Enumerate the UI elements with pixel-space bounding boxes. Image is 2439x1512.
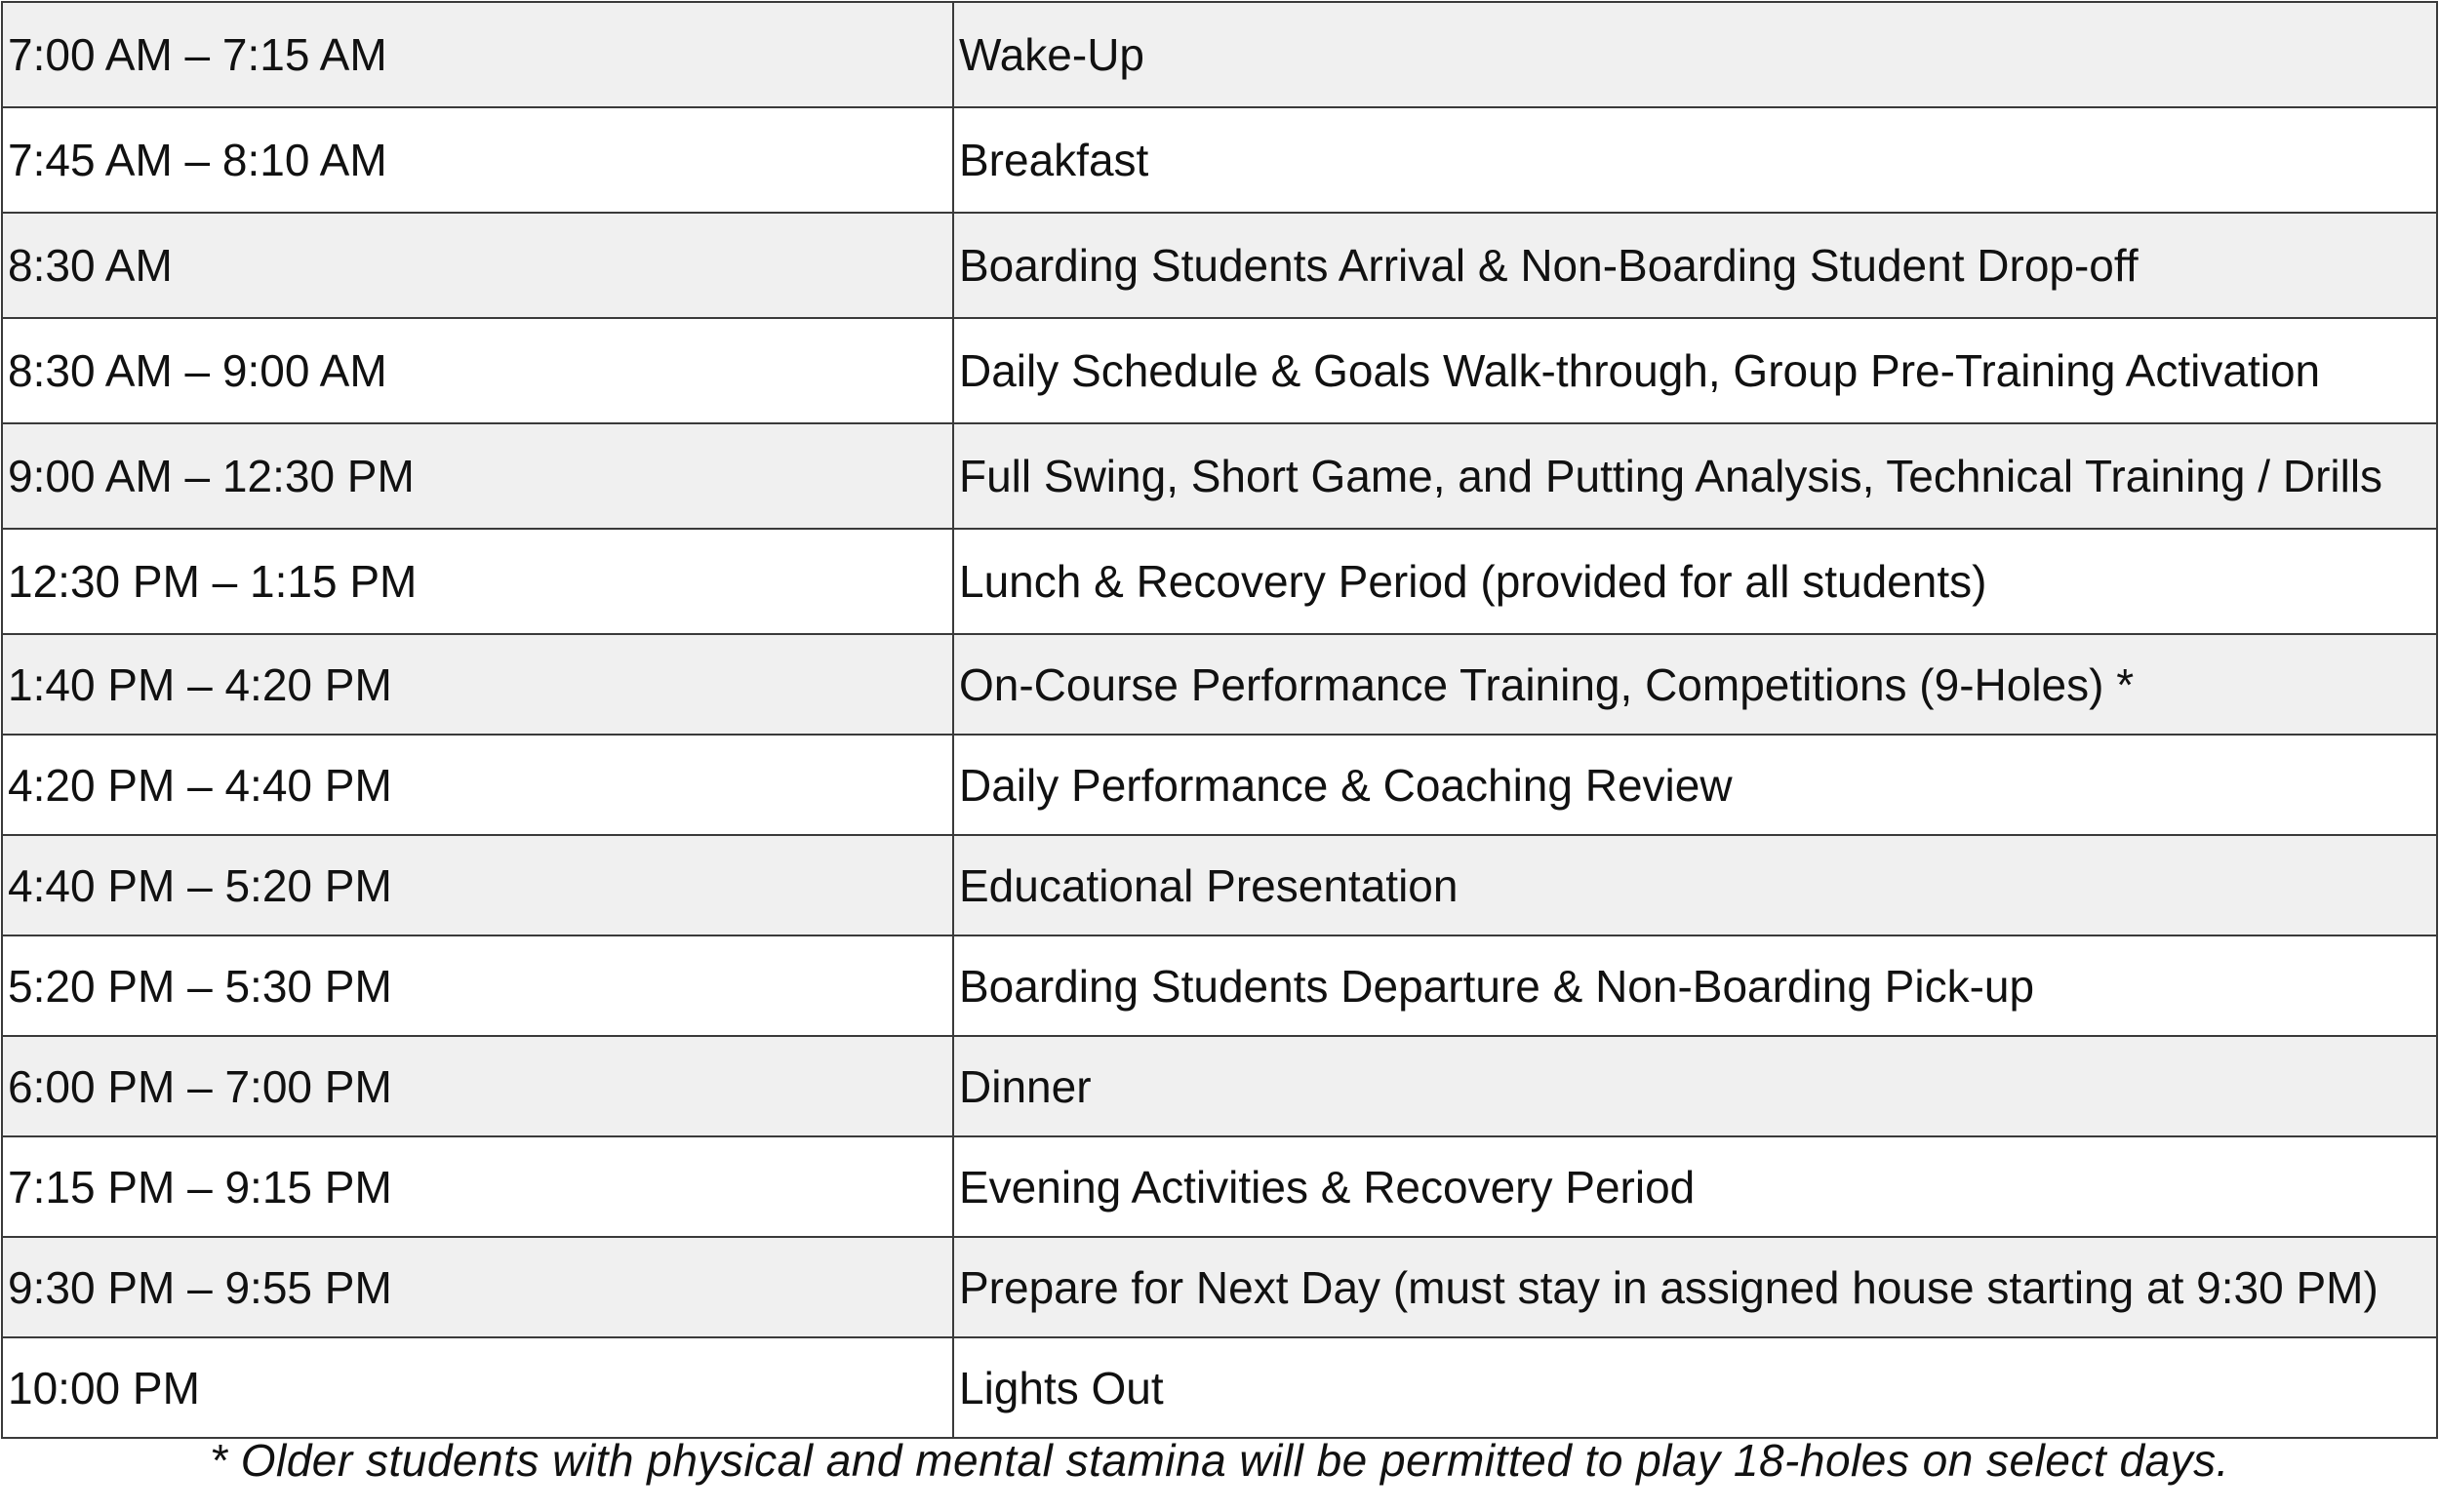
activity-cell: Lights Out: [953, 1337, 2437, 1438]
time-cell: 5:20 PM – 5:30 PM: [2, 935, 953, 1036]
schedule-table: [1, 1, 2438, 1439]
time-cell: 7:15 PM – 9:15 PM: [2, 1136, 953, 1237]
table-row: [2, 213, 2437, 318]
table-row: [2, 423, 2437, 529]
time-cell: 4:40 PM – 5:20 PM: [2, 835, 953, 935]
activity-cell: Lunch & Recovery Period (provided for all students): [953, 529, 2437, 634]
time-cell: 7:45 AM – 8:10 AM: [2, 107, 953, 213]
table-row: [2, 529, 2437, 634]
time-cell: 9:30 PM – 9:55 PM: [2, 1237, 953, 1337]
table-row: [2, 735, 2437, 835]
time-cell: 9:00 AM – 12:30 PM: [2, 423, 953, 529]
activity-cell: Educational Presentation: [953, 835, 2437, 935]
table-row: [2, 1337, 2437, 1438]
activity-cell: On-Course Performance Training, Competitions (9-Holes) *: [953, 634, 2437, 735]
schedule-footnote: * Older students with physical and mental stamina will be permitted to play 18-holes on select days.: [210, 1435, 2229, 1486]
activity-cell: Dinner: [953, 1036, 2437, 1136]
activity-cell: Daily Performance & Coaching Review: [953, 735, 2437, 835]
time-cell: 6:00 PM – 7:00 PM: [2, 1036, 953, 1136]
time-cell: 12:30 PM – 1:15 PM: [2, 529, 953, 634]
activity-cell: Evening Activities & Recovery Period: [953, 1136, 2437, 1237]
table-row: [2, 1036, 2437, 1136]
table-row: [2, 634, 2437, 735]
activity-cell: Daily Schedule & Goals Walk-through, Group Pre-Training Activation: [953, 318, 2437, 423]
table-row: [2, 835, 2437, 935]
table-row: [2, 107, 2437, 213]
table-row: [2, 935, 2437, 1036]
time-cell: 8:30 AM: [2, 213, 953, 318]
activity-cell: Boarding Students Arrival & Non-Boarding Student Drop-off: [953, 213, 2437, 318]
activity-cell: Prepare for Next Day (must stay in assigned house starting at 9:30 PM): [953, 1237, 2437, 1337]
table-row: [2, 2, 2437, 107]
activity-cell: Boarding Students Departure & Non-Boarding Pick-up: [953, 935, 2437, 1036]
activity-cell: Breakfast: [953, 107, 2437, 213]
time-cell: 10:00 PM: [2, 1337, 953, 1438]
table-row: [2, 318, 2437, 423]
table-row: [2, 1136, 2437, 1237]
time-cell: 4:20 PM – 4:40 PM: [2, 735, 953, 835]
time-cell: 1:40 PM – 4:20 PM: [2, 634, 953, 735]
table-row: [2, 1237, 2437, 1337]
activity-cell: Full Swing, Short Game, and Putting Analysis, Technical Training / Drills: [953, 423, 2437, 529]
time-cell: 8:30 AM – 9:00 AM: [2, 318, 953, 423]
time-cell: 7:00 AM – 7:15 AM: [2, 2, 953, 107]
activity-cell: Wake-Up: [953, 2, 2437, 107]
